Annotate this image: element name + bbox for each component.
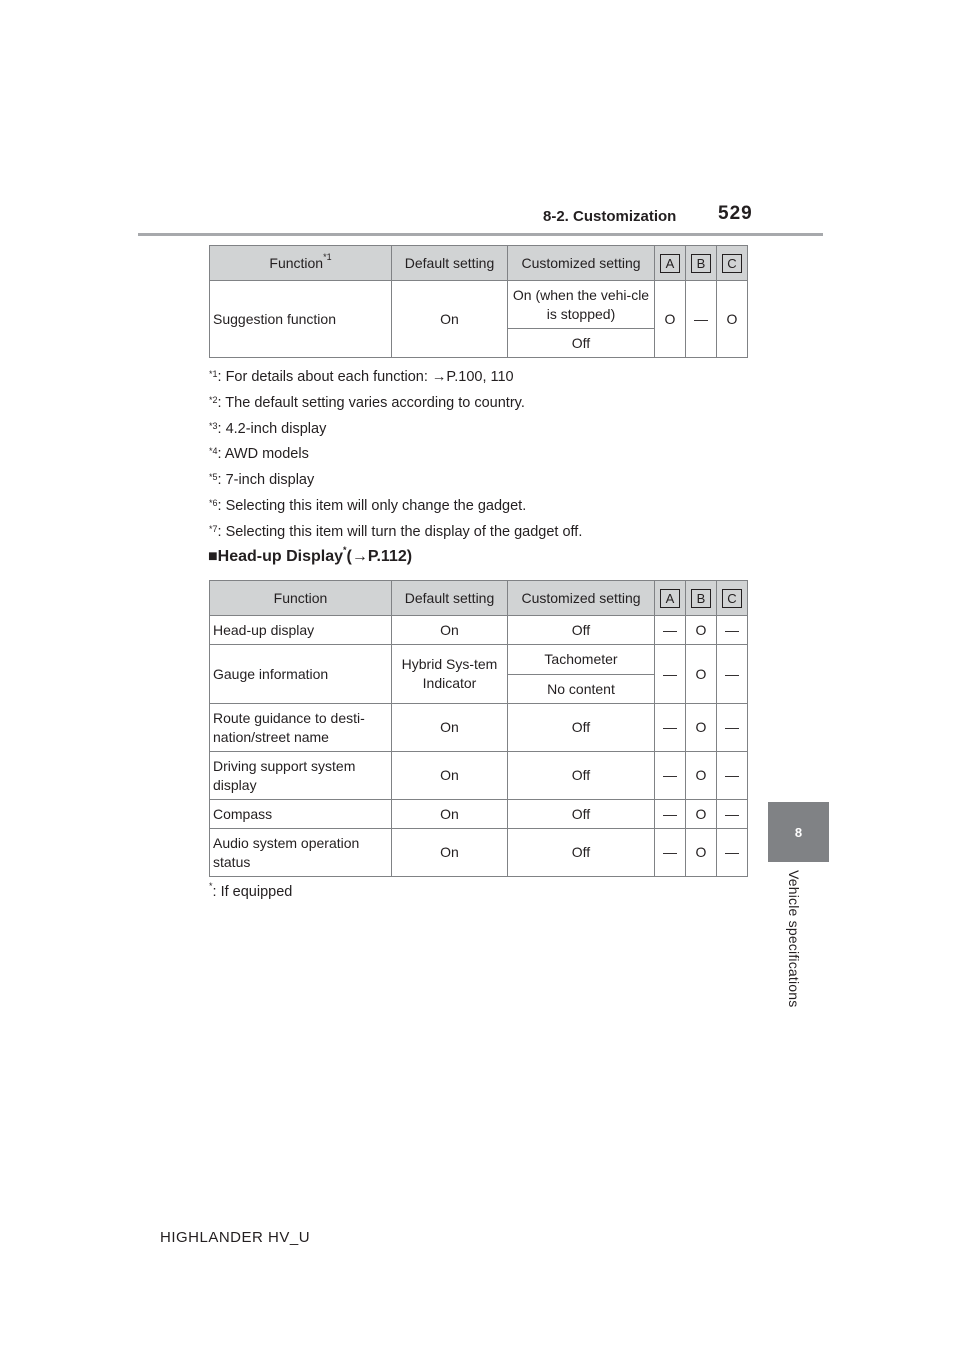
cell-a: — (655, 800, 686, 829)
cell-default: On (392, 752, 508, 800)
footnote: $^{*4}$: AWD models (209, 446, 309, 463)
footnote: $^{*5}$: 7-inch display (209, 472, 315, 489)
cell-c: — (717, 752, 748, 800)
header-default: Default setting (392, 246, 508, 281)
cell-b: O (686, 616, 717, 645)
cell-default: On (392, 281, 508, 358)
footer-model: HIGHLANDER HV_U (160, 1229, 311, 1246)
badge-b-icon: B (691, 589, 711, 608)
cell-customized: Tachometer (508, 645, 655, 675)
hud-footnote: *: If equipped (209, 881, 293, 900)
footnote: $^{*7}$: Selecting this item will turn the display of the gadget off. (209, 523, 583, 540)
footnote: $^{*1}$: For details about each function: →P.100, 110 (209, 369, 514, 385)
cell-a: — (655, 829, 686, 877)
header-b (686, 581, 717, 616)
cell-b: O (686, 645, 717, 704)
hud-table (209, 580, 748, 877)
cell-customized: Off (508, 752, 655, 800)
header-function: Function$^{*1}$ (210, 246, 392, 281)
header-c (717, 581, 748, 616)
cell-option: On (when the vehi-cle is stopped) (508, 281, 655, 329)
table-row (210, 800, 748, 829)
cell-function: Audio system operation status (210, 829, 392, 877)
cell-default: On (392, 829, 508, 877)
footnote: $^{*6}$: Selecting this item will only change the gadget. (209, 497, 527, 514)
header-c (717, 246, 748, 281)
cell-default: Hybrid Sys-tem Indicator (392, 645, 508, 704)
table-row (210, 281, 748, 329)
cell-b: O (686, 704, 717, 752)
header-customized: Customized setting (508, 246, 655, 281)
cell-customized: No content (508, 675, 655, 704)
footnotes (209, 365, 582, 546)
chapter-number: 8 (794, 824, 803, 840)
cell-function: Gauge information (210, 645, 392, 704)
table-row (210, 645, 748, 675)
cell-b: — (686, 281, 717, 358)
header-function: Function (210, 581, 392, 616)
badge-a-icon: A (660, 254, 680, 273)
cell-function: Head-up display (210, 616, 392, 645)
footnote: $^{*2}$: The default setting varies according to country. (209, 394, 525, 411)
section-title: 8-2. Customization (543, 208, 677, 225)
cell-customized: Off (508, 616, 655, 645)
cell-function: Compass (210, 800, 392, 829)
table-header-row (210, 246, 748, 281)
cell-a: — (655, 616, 686, 645)
cell-c: — (717, 616, 748, 645)
hud-heading: ■Head-up Display*(→P.112) (208, 545, 413, 565)
header-a (655, 246, 686, 281)
cell-c: — (717, 645, 748, 704)
cell-customized: Off (508, 829, 655, 877)
cell-a: — (655, 645, 686, 704)
cell-a: — (655, 752, 686, 800)
cell-a: — (655, 704, 686, 752)
header-b (686, 246, 717, 281)
table-header-row (210, 581, 748, 616)
table-row (210, 752, 748, 800)
chapter-tab[interactable] (768, 802, 829, 862)
page-number: 529 (718, 203, 753, 224)
cell-default: On (392, 616, 508, 645)
cell-c: — (717, 704, 748, 752)
header-default: Default setting (392, 581, 508, 616)
cell-default: On (392, 800, 508, 829)
header-divider (138, 233, 823, 236)
cell-function: Suggestion function (210, 281, 392, 358)
badge-c-icon: C (722, 589, 742, 608)
badge-b-icon: B (691, 254, 711, 273)
badge-c-icon: C (722, 254, 742, 273)
customization-table (209, 245, 748, 358)
table-row (210, 616, 748, 645)
badge-a-icon: A (660, 589, 680, 608)
table-row (210, 829, 748, 877)
footnote: $^{*3}$: 4.2-inch display (209, 420, 327, 437)
cell-customized: Off (508, 800, 655, 829)
cell-c: — (717, 829, 748, 877)
cell-b: O (686, 829, 717, 877)
cell-option: Off (508, 329, 655, 358)
cell-function: Driving support system display (210, 752, 392, 800)
header-customized: Customized setting (508, 581, 655, 616)
cell-b: O (686, 752, 717, 800)
header-a (655, 581, 686, 616)
cell-b: O (686, 800, 717, 829)
cell-default: On (392, 704, 508, 752)
cell-function: Route guidance to desti-nation/street name (210, 704, 392, 752)
cell-c: O (717, 281, 748, 358)
chapter-label: Vehicle specifications (786, 870, 802, 1008)
table-row (210, 704, 748, 752)
cell-a: O (655, 281, 686, 358)
cell-c: — (717, 800, 748, 829)
cell-customized: Off (508, 704, 655, 752)
